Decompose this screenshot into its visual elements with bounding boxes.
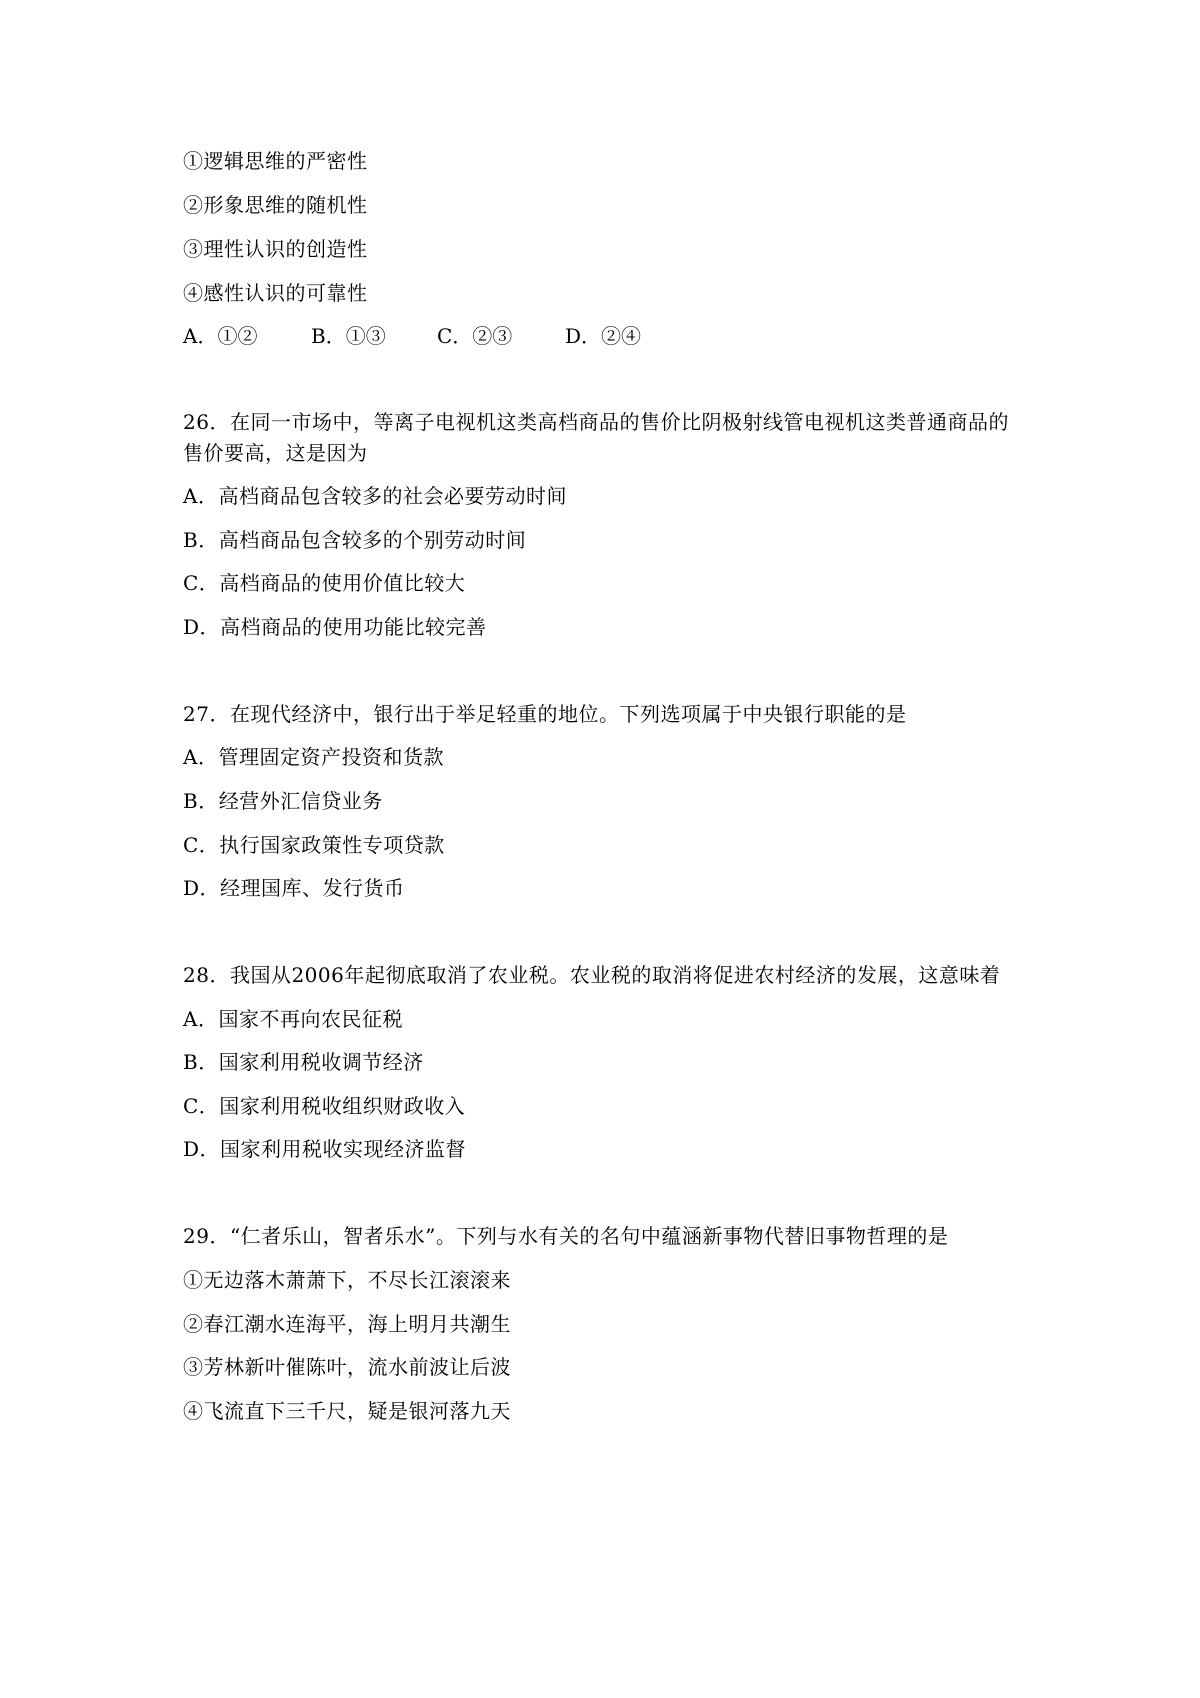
q27-stem: 27．在现代经济中，银行出于举足轻重的地位。下列选项属于中央银行职能的是: [183, 702, 907, 726]
q28-option-b: B．国家利用税收调节经济: [183, 1050, 424, 1074]
q29-item-4: ④飞流直下三千尺，疑是银河落九天: [183, 1399, 511, 1423]
q29-item-2: ②春江潮水连海平，海上明月共潮生: [183, 1312, 511, 1336]
q29-item-1: ①无边落木萧萧下，不尽长江滚滚来: [183, 1268, 511, 1292]
q25-option-a: A．①②: [183, 324, 258, 348]
q25-option-d: D．②④: [565, 324, 642, 348]
q28-option-a: A．国家不再向农民征税: [183, 1007, 403, 1031]
q27-option-d: D．经理国库、发行货币: [183, 876, 405, 900]
q27-option-c: C．执行国家政策性专项贷款: [183, 833, 445, 857]
q26-option-b: B．高档商品包含较多的个别劳动时间: [183, 528, 527, 552]
q25-option-c: C．②③: [437, 324, 513, 348]
q26-option-a: A．高档商品包含较多的社会必要劳动时间: [183, 484, 567, 508]
q28-option-d: D．国家利用税收实现经济监督: [183, 1137, 467, 1161]
q28-option-c: C．国家利用税收组织财政收入: [183, 1094, 466, 1118]
q25-options-row: [183, 323, 641, 349]
q26-stem-line2: 售价要高，这是因为: [183, 441, 368, 465]
q26-option-c: C．高档商品的使用价值比较大: [183, 571, 466, 595]
q27-option-a: A．管理固定资产投资和货款: [183, 745, 444, 769]
q25-item-3: ③理性认识的创造性: [183, 237, 368, 261]
q29-item-3: ③芳林新叶催陈叶，流水前波让后波: [183, 1355, 511, 1379]
q26-stem-line1: 26．在同一市场中，等离子电视机这类高档商品的售价比阴极射线管电视机这类普通商品的: [183, 410, 1009, 434]
q29-stem: 29．“仁者乐山，智者乐水”。下列与水有关的名句中蕴涵新事物代替旧事物哲理的是: [183, 1224, 949, 1248]
q28-stem: 28．我国从2006年起彻底取消了农业税。农业税的取消将促进农村经济的发展，这意味着: [183, 963, 1001, 987]
q27-option-b: B．经营外汇信贷业务: [183, 789, 383, 813]
q25-item-2: ②形象思维的随机性: [183, 193, 368, 217]
q25-item-1: ①逻辑思维的严密性: [183, 149, 368, 173]
q25-option-b: B．①③: [311, 324, 386, 348]
q25-item-4: ④感性认识的可靠性: [183, 281, 368, 305]
q26-option-d: D．高档商品的使用功能比较完善: [183, 615, 487, 639]
